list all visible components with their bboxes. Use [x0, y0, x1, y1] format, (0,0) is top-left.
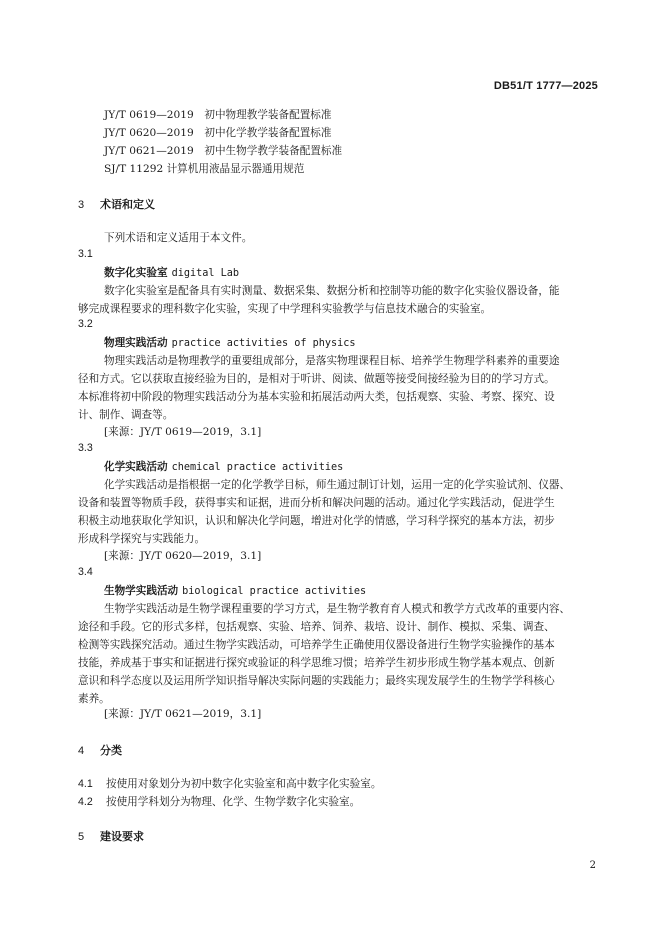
page-number: 2	[589, 860, 596, 871]
classification-text: 按使用学科划分为物理、化学、生物学数字化实验室。	[106, 796, 361, 808]
term-definition-line: 检测等实践探究活动。通过生物学实践活动，可培养学生正确使用仪器设备进行生物学实验操作的基本	[78, 639, 555, 651]
term-number: 3.1	[78, 248, 93, 260]
term-definition-line: 够完成课程要求的理科数字化实验，实现了中学理科实验教学与信息技术融合的实验室。	[78, 303, 492, 315]
term-definition-line: 素养。	[78, 693, 110, 705]
term-definition-line: 径和方式。它以获取直接经验为目的，是相对于听讲、阅读、做题等接受间接经验为目的的学习方式。	[78, 373, 555, 385]
section-title: 术语和定义	[100, 199, 155, 211]
term-definition-line: 途径和手段。它的形式多样，包括观察、实验、培养、饲养、栽培、设计、制作、模拟、采集、调查、	[78, 621, 555, 633]
term-definition-line: 生物学实践活动是生物学课程重要的学习方式，是生物学教育育人模式和教学方式改革的重要内容、	[104, 603, 571, 615]
term-title-en: digital Lab	[171, 268, 240, 279]
section-heading	[78, 742, 122, 758]
section-title: 分类	[100, 745, 122, 757]
term-definition-line: 数字化实验室是配备具有实时测量、数据采集、数据分析和控制等功能的数字化实验仪器设备，能	[104, 285, 560, 297]
term-title-en: practice activities of physics	[171, 338, 356, 349]
term-definition-line: 物理实践活动是物理教学的重要组成部分，是落实物理课程目标、培养学生物理学科素养的重要途	[104, 355, 560, 367]
term-title	[104, 265, 239, 280]
section-heading	[78, 196, 155, 212]
term-title-en: biological practice activities	[182, 586, 367, 597]
term-number: 3.3	[78, 442, 93, 454]
section-number: 3	[78, 199, 85, 211]
term-title	[104, 335, 356, 350]
term-source: [来源：JY/T 0620—2019，3.1]	[104, 550, 262, 562]
section-intro: 下列术语和定义适用于本文件。	[104, 232, 253, 244]
term-title-cn: 物理实践活动	[104, 337, 168, 349]
classification-item	[78, 794, 360, 809]
standard-code: DB51/T 1777—2025	[493, 80, 598, 92]
section-title: 建设要求	[100, 831, 144, 843]
section-heading	[78, 828, 144, 844]
term-source: [来源：JY/T 0621—2019，3.1]	[104, 708, 262, 720]
term-title-en: chemical practice activities	[171, 462, 344, 473]
term-title-cn: 生物学实践活动	[104, 585, 179, 597]
section-number: 4	[78, 745, 85, 757]
term-definition-line: 计、制作、调查等。	[78, 409, 174, 421]
classification-number: 4.2	[78, 796, 93, 808]
section-number: 5	[78, 831, 85, 843]
term-number: 3.4	[78, 566, 93, 578]
classification-number: 4.1	[78, 778, 93, 790]
term-definition-line: 积极主动地获取化学知识，认识和解决化学问题，增进对化学的情感，学习科学探究的基本方法，初步	[78, 515, 555, 527]
term-source: [来源：JY/T 0619—2019，3.1]	[104, 426, 262, 438]
reference-item: SJ/T 11292 计算机用液晶显示器通用规范	[104, 163, 305, 175]
reference-item: JY/T 0619—2019 初中物理教学装备配置标准	[104, 109, 332, 121]
classification-item	[78, 776, 381, 791]
term-definition-line: 化学实践活动是指根据一定的化学教学目标，师生通过制订计划，运用一定的化学实验试剂、仪器、	[104, 479, 571, 491]
reference-item: JY/T 0621—2019 初中生物学教学装备配置标准	[104, 145, 343, 157]
reference-item: JY/T 0620—2019 初中化学教学装备配置标准	[104, 127, 332, 139]
term-definition-line: 技能，养成基于事实和证据进行探究或验证的科学思维习惯；培养学生初步形成生物学基本观点、创新	[78, 657, 555, 669]
term-definition-line: 本标准将初中阶段的物理实践活动分为基本实验和拓展活动两大类，包括观察、实验、考察、探究、设	[78, 391, 555, 403]
term-definition-line: 设备和装置等物质手段，获得事实和证据，进而分析和解决问题的活动。通过化学实践活动，促进学生	[78, 497, 555, 509]
classification-text: 按使用对象划分为初中数字化实验室和高中数字化实验室。	[106, 778, 382, 790]
term-definition-line: 形成科学探究与实践能力。	[78, 533, 206, 545]
term-title-cn: 化学实践活动	[104, 461, 168, 473]
term-definition-line: 意识和科学态度以及运用所学知识指导解决实际问题的实践能力；最终实现发展学生的生物学学科核心	[78, 675, 555, 687]
term-number: 3.2	[78, 318, 93, 330]
term-title	[104, 459, 343, 474]
term-title	[104, 583, 366, 598]
term-title-cn: 数字化实验室	[104, 267, 168, 279]
